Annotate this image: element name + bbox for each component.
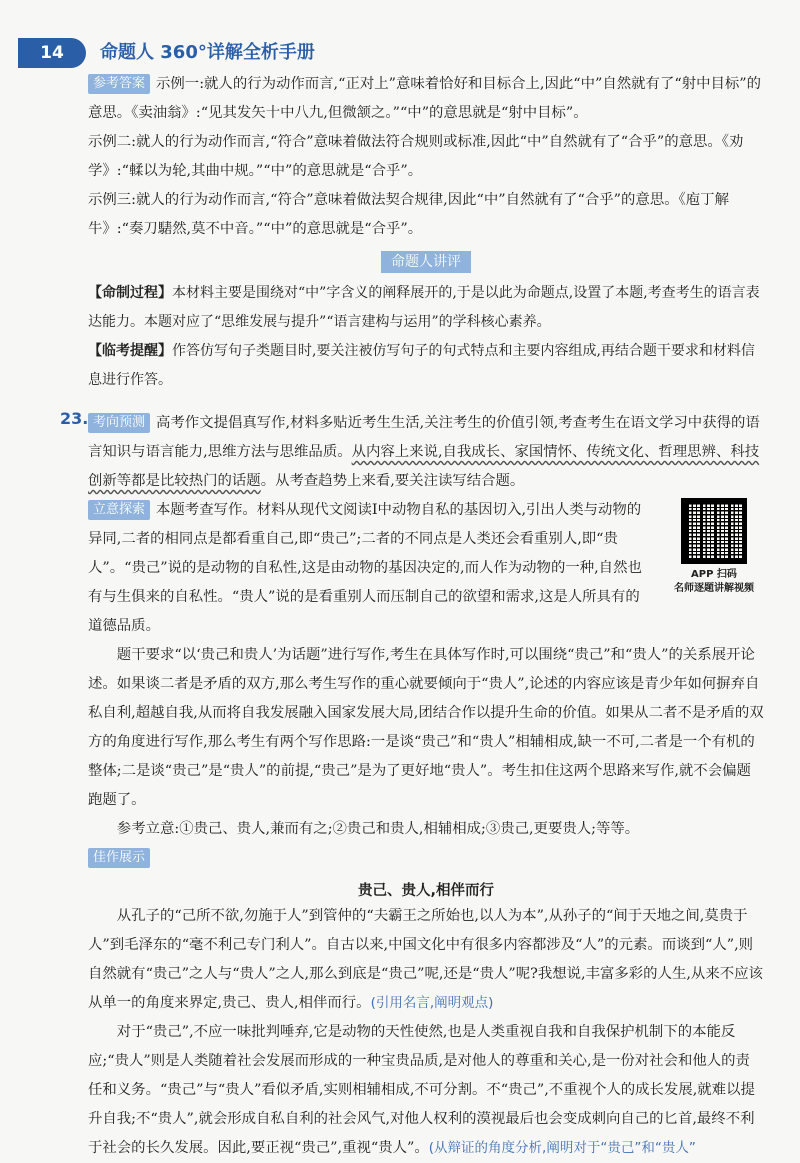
qr-code-block[interactable] <box>664 496 764 596</box>
essay-paragraph-2 <box>88 1018 764 1163</box>
answer-tag: 参考答案 <box>88 74 150 94</box>
trend-tag: 考向预测 <box>88 413 150 433</box>
essay-comment-2: (从辩证的角度分析,阐明对于“贵己”和“贵人” <box>428 1140 696 1156</box>
essay-text-1: 从孔子的“己所不欲,勿施于人”到管仲的“夫霸王之所始也,以人为本”,从孙子的“间于天地之间,莫贵于人”到毛泽东的“毫不利己专门利人”。自古以来,中国文化中有很多内容都涉及“人”的元素。而谈到“人”,则自然就有“贵己”之人与“贵人”之人,那么到底是“贵己”呢,还是“贵人”呢?我想说,丰富多彩的人生,从来不应该从单一的角度来界定,贵己、贵人,相伴而行。 <box>88 908 763 1011</box>
answer-text-1: 示例一:就人的行为动作而言,“正对上”意味着恰好和目标合上,因此“中”自然就有了“射中目标”的意思。《卖油翁》:“见其发矢十中八九,但微颔之。”“中”的意思就是“射中目标”。 <box>88 76 762 121</box>
reminder-note <box>88 337 764 395</box>
reference-ideas: 参考立意:①贵己、贵人,兼而有之;②贵己和贵人,相辅相成;③贵己,更要贵人;等等。 <box>116 821 640 837</box>
essay-tag: 佳作展示 <box>88 848 150 868</box>
page-header <box>0 38 330 68</box>
qr-code-icon[interactable] <box>681 498 747 564</box>
question-23 <box>60 409 764 1163</box>
answer-text-2: 示例二:就人的行为动作而言,“符合”意味着做法符合规则或标准,因此“中”自然就有了“合乎”的意思。《劝学》:“輮以为轮,其曲中规。”“中”的意思就是“合乎”。 <box>88 134 744 179</box>
answer-text-3: 示例三:就人的行为动作而言,“符合”意味着做法契合规律,因此“中”自然就有了“合乎”的意思。《庖丁解牛》:“奏刀騞然,莫不中音。”“中”的意思就是“合乎”。 <box>88 192 729 237</box>
essay-heading <box>88 844 764 873</box>
essay-comment-1: (引用名言,阐明观点) <box>370 995 494 1011</box>
commentary-tag: 命题人讲评 <box>381 251 471 273</box>
analysis-paragraph-2: 题干要求“以‘贵己和贵人’为话题”进行写作,考生在具体写作时,可以围绕“贵己”和“贵人”的关系展开论述。如果谈二者是矛盾的双方,那么考生写作的重心就要倾向于“贵人”,论述的内容应该是青少年如何摒弃自私自利,超越自我,从而将自我发展融入国家发展大局,团结合作以提升生命的价值。如果从二者不是矛盾的双方的角度进行写作,那么考生有两个写作思路:一是谈“贵己”和“贵人”相辅相成,缺一不可,二者是一个有机的整体;二是谈“贵己”是“贵人”的前提,“贵己”是为了更好地“贵人”。考生扣住这两个思路来写作,就不会偏题跑题了。 <box>88 647 764 808</box>
analysis-text: 本题考查写作。材料从现代文阅读Ⅰ中动物自私的基因切入,引出人类与动物的异同,二者的相同点是都看重自己,即“贵己”;二者的不同点是人类还会看重别人,即“贵人”。“贵己”说的是动物的自私性,这是由动物的基因决定的,而人作为动物的一种,自然也有与生俱来的自私性。“贵人”说的是看重别人而压制自己的欲望和需求,这是人所具有的道德品质。 <box>88 502 642 634</box>
essay-paragraph-1 <box>88 902 764 1018</box>
analysis-tag: 立意探索 <box>88 500 150 520</box>
analysis-paragraph <box>88 496 764 641</box>
qr-caption-video: 名师逐题讲解视频 <box>674 583 754 594</box>
commentary-heading <box>88 248 764 277</box>
question-number: 23. <box>60 409 89 428</box>
book-title: 命题人 360°详解全析手册 <box>100 42 315 63</box>
reminder-text: 作答仿写句子类题目时,要关注被仿写句子的句式特点和主要内容组成,再结合题干要求和材料信息进行作答。 <box>88 343 755 388</box>
qr-caption-app: APP 扫码 <box>691 569 737 580</box>
process-text: 本材料主要是围绕对“中”字含义的阐释展开的,于是以此为命题点,设置了本题,考查考生的语言表达能力。本题对应了“思维发展与提升”“语言建构与运用”的学科核心素养。 <box>88 285 760 330</box>
essay-text-2: 对于“贵己”,不应一味批判唾弃,它是动物的天性使然,也是人类重视自我和自我保护机制下的本能反应;“贵人”则是人类随着社会发展而形成的一种宝贵品质,是对他人的尊重和关心,是一份对社会和他人的责任和义务。“贵己”与“贵人”看似矛盾,实则相辅相成,不可分割。不“贵己”,不重视个人的成长发展,就难以提升自我;不“贵人”,就会形成自私自利的社会风气,对他人权利的漠视最后也会变成刺向自己的匕首,最终不利于社会的长久发展。因此,要正视“贵己”,重视“贵人”。 <box>88 1024 755 1156</box>
trend-text-wavy: 从内容上来说,自我成长、家国情怀、传统文化、哲理思辨、科技创新等都是比较热门的话题 <box>88 444 760 489</box>
reminder-label: 【临考提醒】 <box>88 343 172 359</box>
answer-line-1 <box>88 70 764 128</box>
process-note <box>88 279 764 337</box>
trend-text-1: 高考作文提倡真写作,材料多贴近考生生活,关注考生的价值引领,考查考生在语文学习中获得的语言知识与语言能力,思维方法与思维品质。 <box>88 415 760 460</box>
page-content <box>60 70 764 1163</box>
trend-text-2: 。从考查趋势上来看,要关注读写结合题。 <box>260 473 525 489</box>
page-number: 14 <box>18 38 86 68</box>
essay-title: 贵己、贵人,相伴而行 <box>357 883 494 899</box>
process-label: 【命制过程】 <box>88 285 172 301</box>
trend-paragraph <box>88 409 764 496</box>
